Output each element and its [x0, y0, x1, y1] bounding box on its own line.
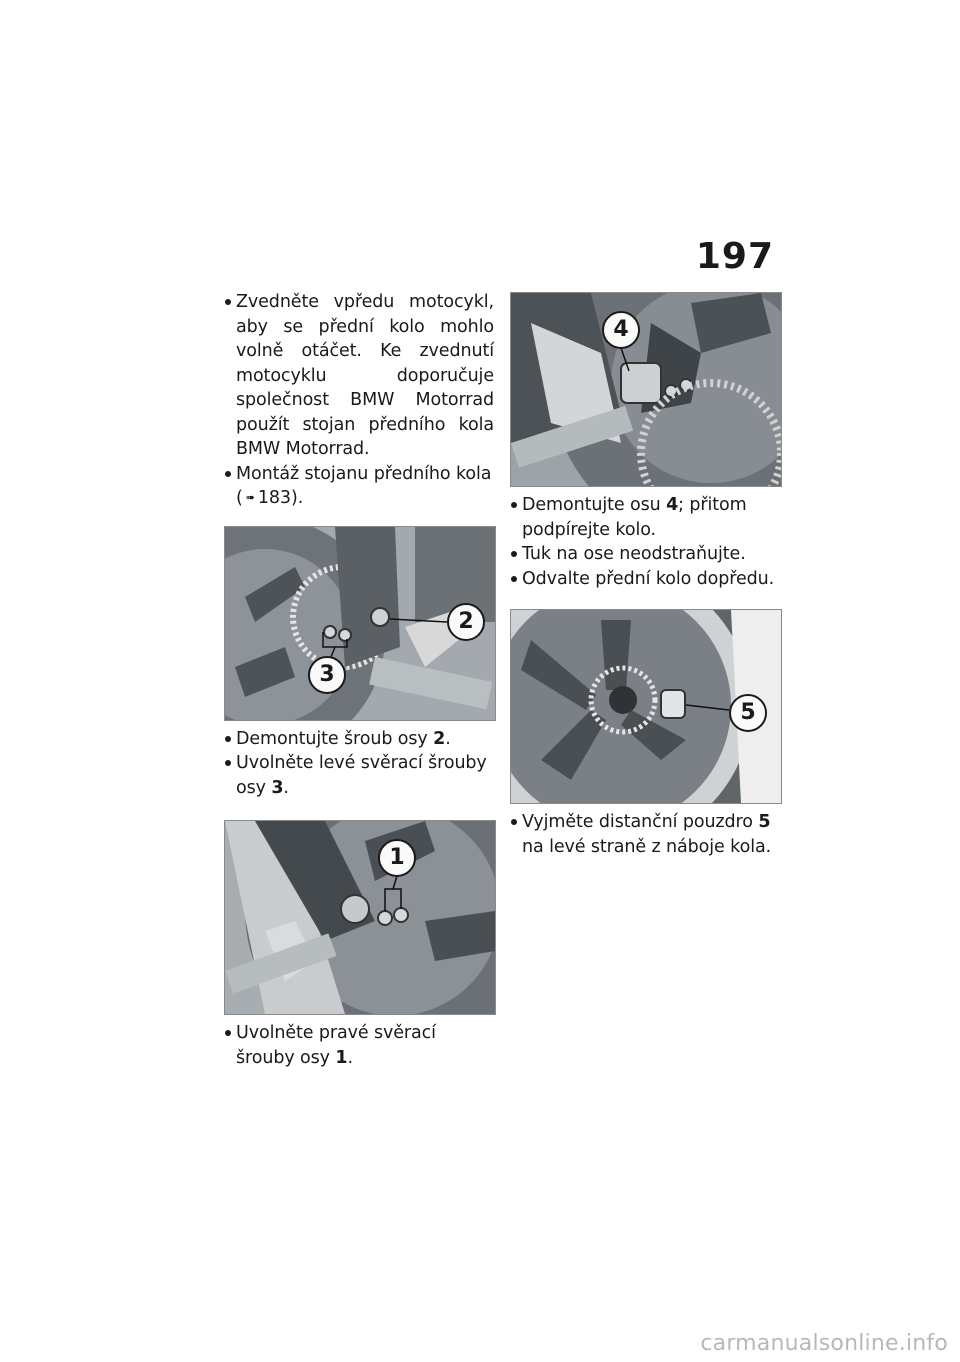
- callout-5: 5: [729, 694, 767, 732]
- ref-number-1: 1: [335, 1047, 348, 1068]
- bullet-keep-grease: Tuk na ose neodstraňujte.: [510, 542, 780, 567]
- reference-page: 183: [257, 488, 291, 508]
- ref-number-3: 3: [271, 777, 284, 798]
- bullet-front-stand: [224, 462, 494, 511]
- page-number: 197: [695, 236, 774, 277]
- figure-remove-axle: [510, 292, 782, 487]
- reference-link[interactable]: ( ➠ 183).: [236, 488, 303, 508]
- watermark: carmanualsonline.info: [700, 1331, 948, 1356]
- bullet-remove-spacer: Vyjměte distanční pouzdro 5 na levé straně z náboje kola.: [510, 810, 780, 859]
- right-column: [510, 292, 780, 859]
- callout-4: 4: [602, 311, 640, 349]
- figure-clamp-screws-right: [224, 820, 496, 1015]
- callout-3: 3: [308, 656, 346, 694]
- axle-illustration: [511, 293, 781, 486]
- figure-spacer-sleeve: [510, 609, 782, 804]
- left-column: [224, 290, 494, 1070]
- bullet-loosen-left-screws: Uvolněte levé svěrací šrouby osy 3.: [224, 751, 494, 800]
- figure-axle-screw: [224, 526, 496, 721]
- callout-1: 1: [378, 839, 416, 877]
- bullet-roll-wheel: Odvalte přední kolo dopředu.: [510, 567, 780, 592]
- bullet-remove-axle-screw: Demontujte šroub osy 2.: [224, 727, 494, 752]
- wheel-hub-illustration: [225, 821, 495, 1014]
- callout-2: 2: [447, 603, 485, 641]
- reference-arrow-icon: ➠: [245, 491, 255, 504]
- ref-number-2: 2: [433, 728, 446, 749]
- ref-number-4: 4: [666, 495, 679, 515]
- ref-number-5: 5: [758, 812, 771, 832]
- bullet-remove-axle: Demontujte osu 4; přitom podpírejte kolo.: [510, 493, 780, 542]
- bullet-lift-motorcycle: Zvedněte vpředu motocykl, aby se přední kolo mohlo volně otáčet. Ke zvednutí motocyklu doporučuje společnost BMW Motorrad použít stojan předního kola BMW Motorrad.: [224, 290, 494, 462]
- bullet-loosen-right-screws: Uvolněte pravé svěrací šrouby osy 1.: [224, 1021, 494, 1070]
- bullet-front-stand-text: Montáž stojanu předního kola: [236, 463, 492, 484]
